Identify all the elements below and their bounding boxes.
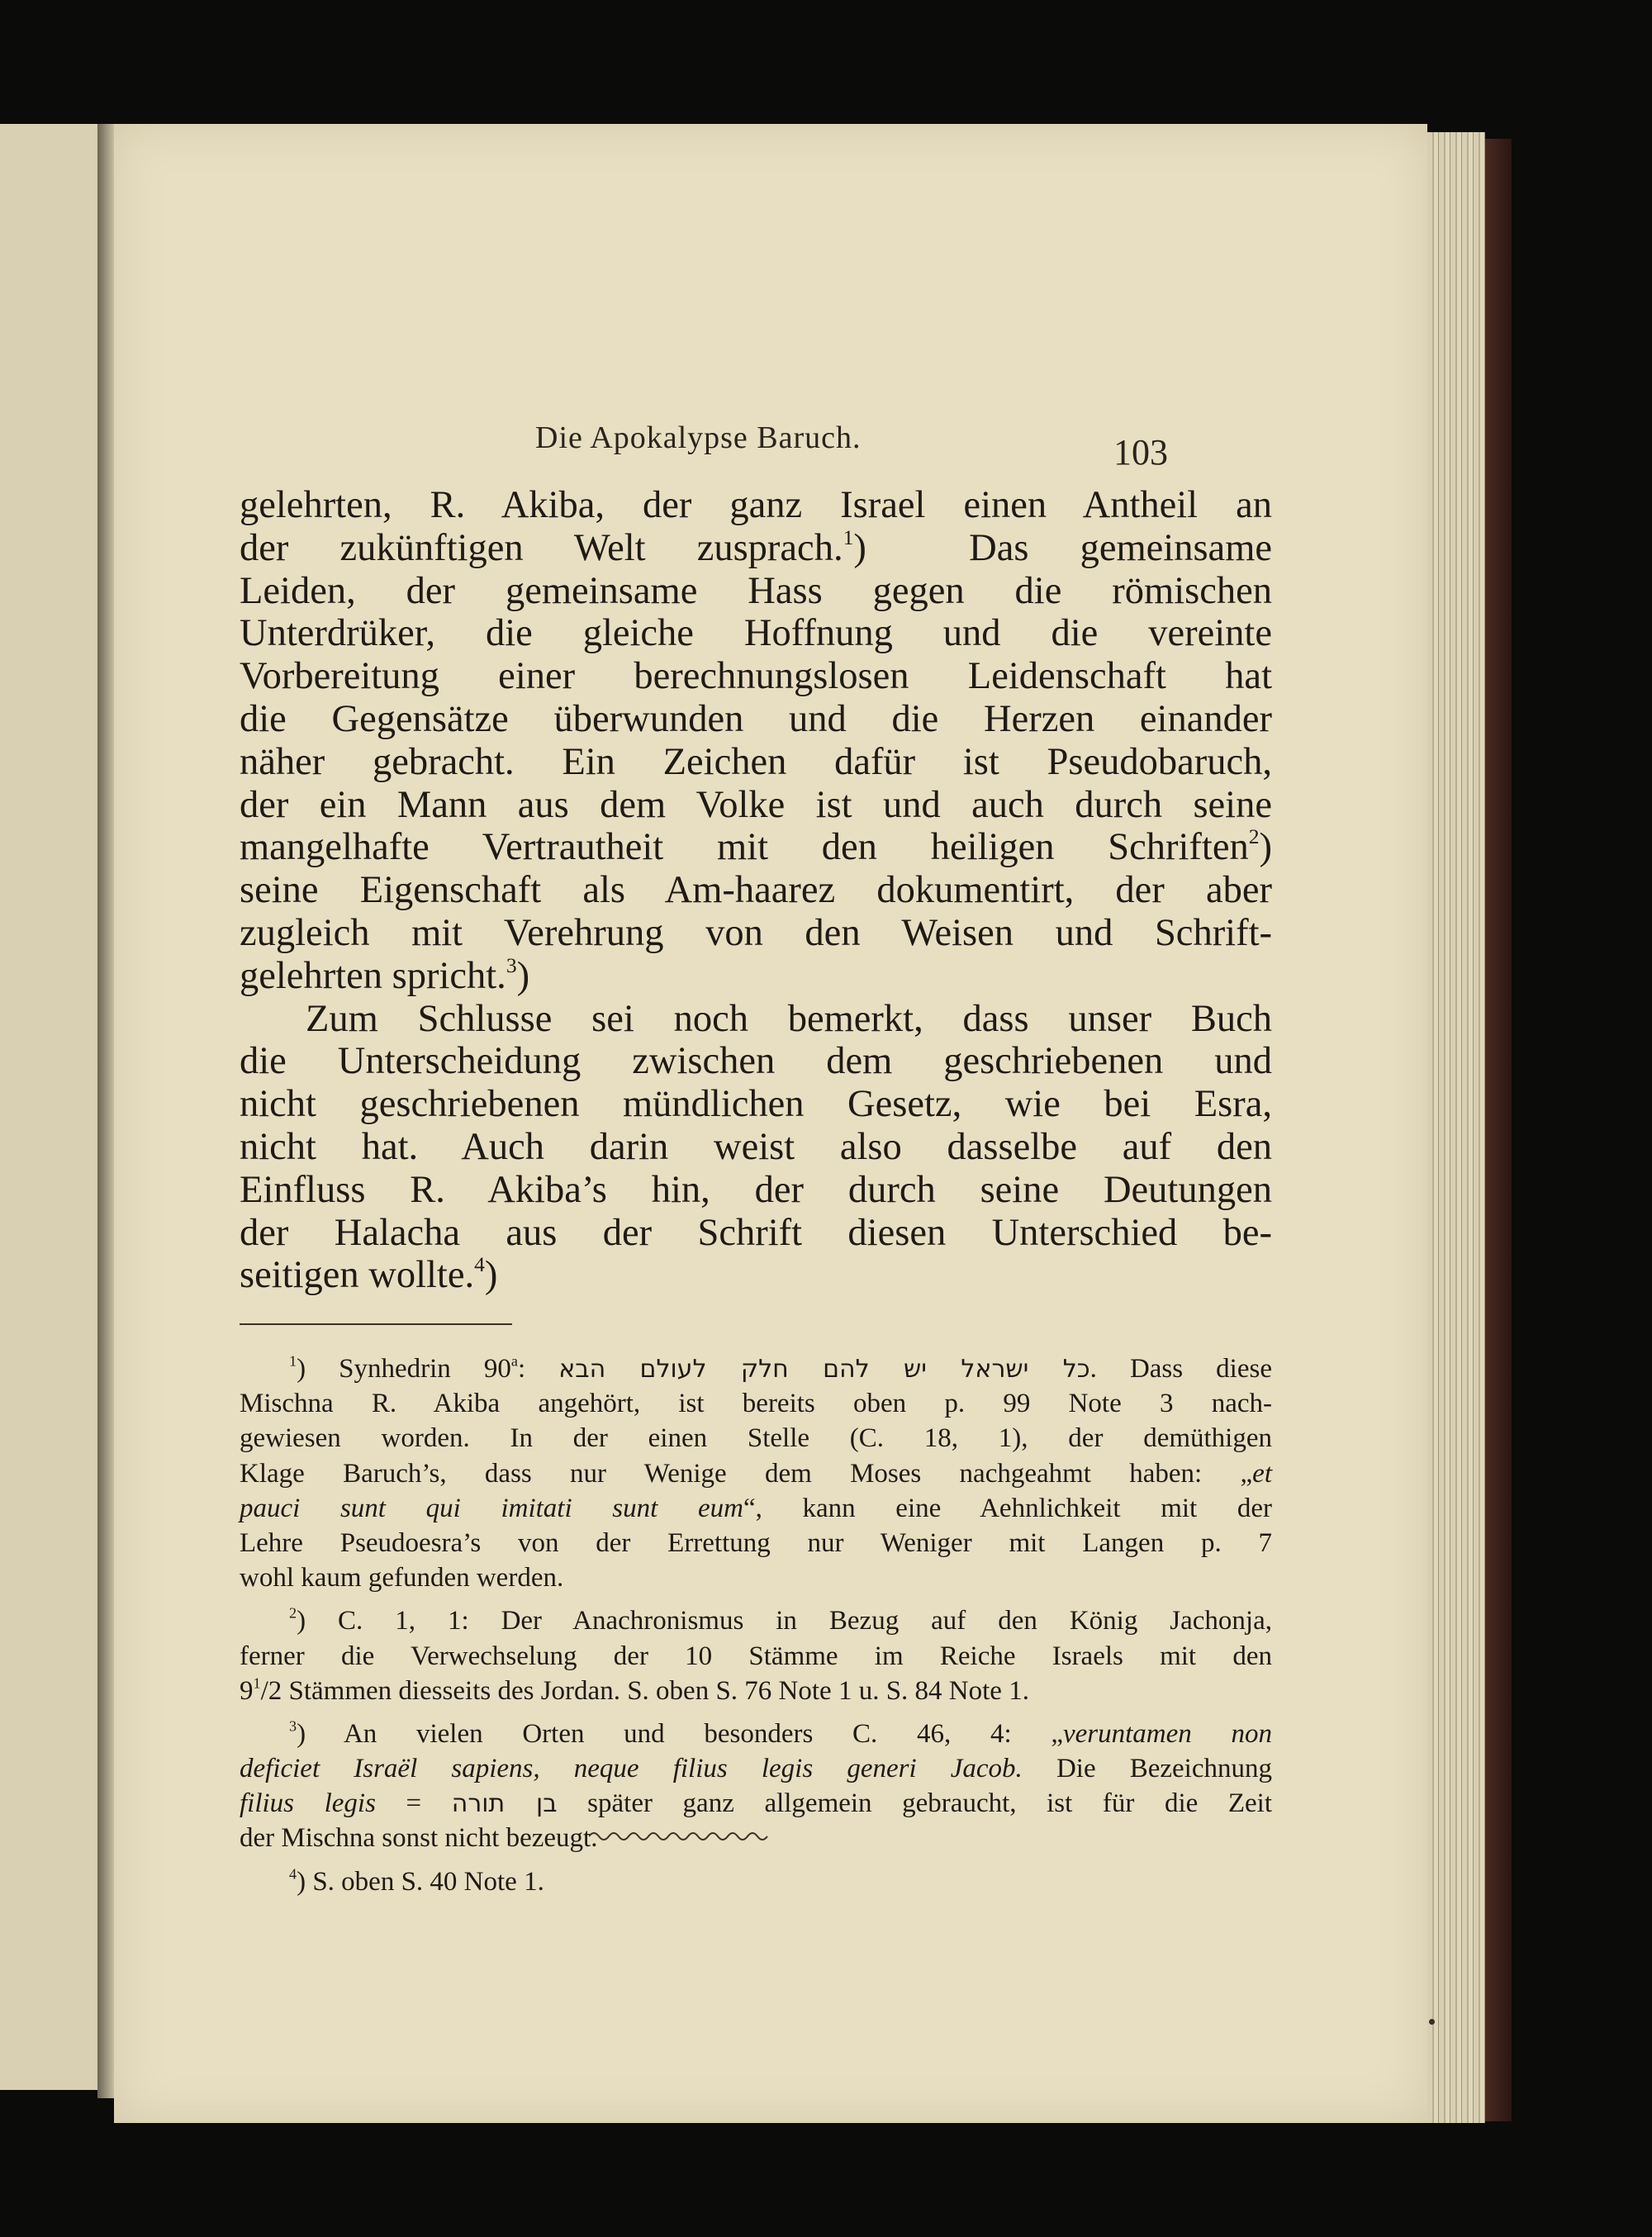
text-line: Leiden, der gemeinsame Hass gegen die römischen (240, 569, 1272, 612)
adjacent-page-edge (0, 124, 102, 2090)
text-line: näher gebracht. Ein Zeichen dafür ist Pseudobaruch, (240, 740, 1272, 783)
footnote-1-line: wohl kaum gefunden werden. (240, 1563, 564, 1593)
paper-mark (1429, 2019, 1435, 2025)
main-text (240, 484, 1272, 1297)
end-ornament (589, 1827, 771, 1845)
text-line: Vorbereitung einer berechnungslosen Leidenschaft hat (240, 655, 1272, 698)
book-cover-edge (1485, 139, 1512, 2121)
text-line: Einfluss R. Akiba’s hin, der durch seine Deutungen (240, 1168, 1272, 1211)
footnote-1-line: $^1$) Synhedrin 90$^a$: כל ישראל יש להם חלק לעולם הבא. Dass diese (289, 1352, 1272, 1384)
footnote-3-line: filius legis = בן תורה später ganz allgemein gebraucht, ist für die Zeit (240, 1788, 1272, 1819)
text-line: mangelhafte Vertrautheit mit den heiligen Schriften$^2$) (240, 824, 1272, 869)
text-line: nicht geschriebenen mündlichen Gesetz, wie bei Esra, (240, 1083, 1272, 1126)
page-header (114, 413, 1427, 473)
footnote-ref: 1 (843, 525, 854, 549)
text-line: Zum Schlusse sei noch bemerkt, dass unser Buch (306, 997, 1272, 1040)
footnote-2-line: $^2$) C. 1, 1: Der Anachronismus in Bezug auf den König Jachonja, (289, 1604, 1272, 1636)
book-page (114, 124, 1427, 2123)
footnote-3-line: deficiet Israël sapiens, neque filius legis generi Jacob. Die Bezeichnung (240, 1754, 1273, 1784)
footnote-1-line: Lehre Pseudoesra’s von der Errettung nur Weniger mit Langen p. 7 (240, 1527, 1272, 1558)
hebrew-term: בן תורה (451, 1789, 558, 1819)
footnote-ref: 4 (474, 1252, 485, 1277)
footnote-ref: 3 (506, 952, 517, 977)
page-stack-edges (1427, 132, 1485, 2123)
footnote-2-line: $9^1/2$ Stämmen diesseits des Jordan. S. oben S. 76 Note 1 u. S. 84 Note 1. (240, 1674, 1029, 1706)
footnote-1-line: Mischna R. Akiba angehört, ist bereits oben p. 99 Note 3 nach- (240, 1389, 1272, 1419)
text-line: der zukünftigen Welt zusprach.$^1$) Das gemeinsame (240, 525, 1273, 569)
text-line: zugleich mit Verehrung von den Weisen und Schrift- (240, 911, 1272, 954)
text-line: gelehrten, R. Akiba, der ganz Israel einen Antheil an (240, 484, 1272, 526)
hebrew-quote: כל ישראל יש להם חלק לעולם הבא (558, 1355, 1090, 1384)
text-line: nicht hat. Auch darin weist also dasselbe auf den (240, 1125, 1272, 1168)
book-gutter (97, 124, 116, 2098)
footnote-1-line: pauci sunt qui imitati sunt eum“, kann eine Aehnlichkeit mit der (240, 1493, 1272, 1523)
footnote-2-line: ferner die Verwechselung der 10 Stämme im Reiche Israels mit den (240, 1641, 1272, 1671)
footnotes (240, 1351, 1272, 1899)
footnote-4-line: $^4$) S. oben S. 40 Note 1. (289, 1865, 544, 1897)
page-number: 103 (1113, 432, 1168, 473)
text-line: die Unterscheidung zwischen dem geschriebenen und (240, 1040, 1272, 1083)
text-line: seine Eigenschaft als Am-haarez dokumentirt, der aber (240, 869, 1272, 912)
footnote-1-line: gewiesen worden. In der einen Stelle (C. 18, 1), der demüthigen (240, 1423, 1272, 1454)
text-line: seitigen wollte.$^4$) (240, 1252, 498, 1297)
text-line: Unterdrüker, die gleiche Hoffnung und die vereinte (240, 612, 1272, 655)
footnote-3-line: $^3$) An vielen Orten und besonders C. 46, 4: „veruntamen non (289, 1717, 1272, 1749)
running-head: Die Apokalypse Baruch. (535, 420, 862, 455)
text-line: gelehrten spricht.$^3$) (240, 952, 530, 997)
text-line: der Halacha aus der Schrift diesen Unterschied be- (240, 1211, 1272, 1254)
footnote-1-line: Klage Baruch’s, dass nur Wenige dem Moses nachgeahmt haben: „et (240, 1458, 1272, 1489)
footnote-divider (240, 1323, 512, 1325)
text-line: der ein Mann aus dem Volke ist und auch durch seine (240, 783, 1272, 826)
text-line: die Gegensätze überwunden und die Herzen einander (240, 697, 1272, 740)
footnote-ref: 2 (1248, 824, 1260, 849)
footnote-3-line: der Mischna sonst nicht bezeugt. (240, 1823, 598, 1854)
